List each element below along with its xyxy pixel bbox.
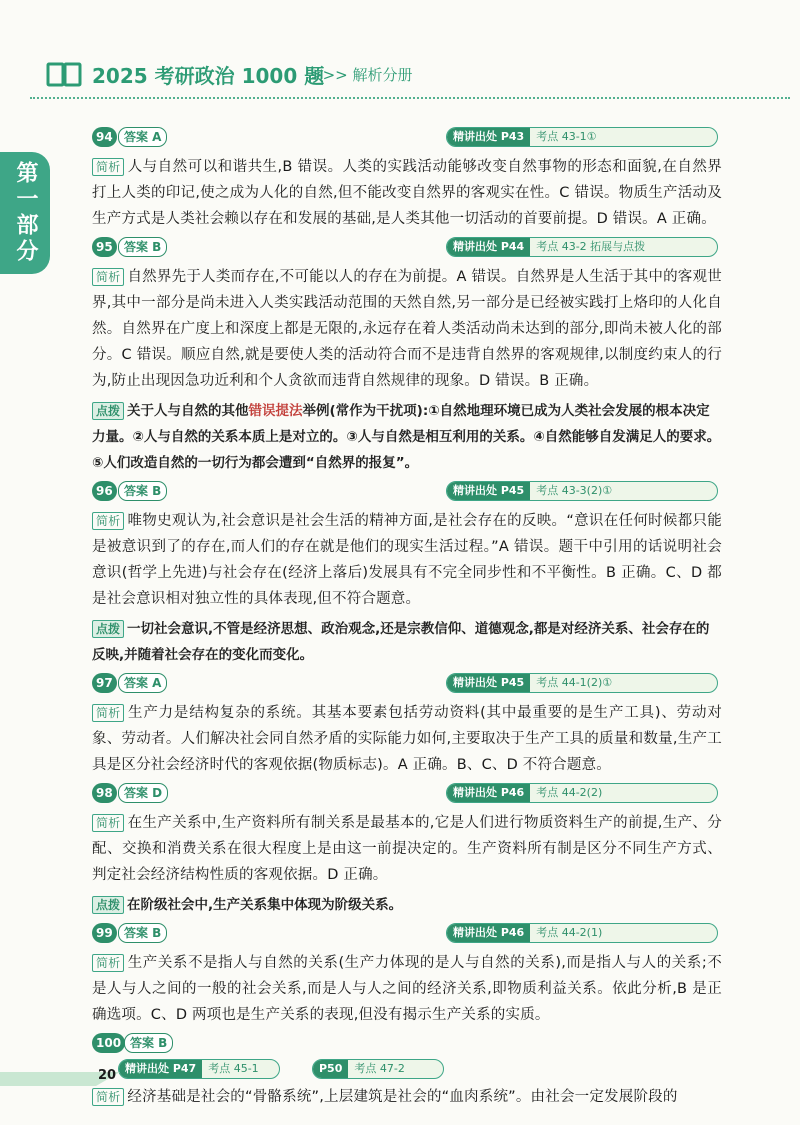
source-reference (446, 237, 718, 257)
analysis-tag: 简析 (92, 158, 124, 176)
question-number: 95 (92, 237, 117, 257)
tip-tag: 点拨 (92, 402, 124, 420)
question-header (92, 1032, 722, 1056)
side-section-tab (0, 152, 50, 274)
source-knowledge-point: 考点 44-2(1) (536, 926, 603, 939)
answer-badge: 答案 B (118, 923, 167, 943)
tip-text-pre: 关于人与自然的其他 (127, 403, 249, 419)
tip-paragraph (92, 616, 722, 668)
answer-badge: 答案 A (118, 127, 167, 147)
analysis-tag: 简析 (92, 704, 124, 722)
header-subtitle: >>> 解析分册 (310, 66, 413, 84)
analysis-paragraph (92, 950, 722, 1028)
question-header (92, 922, 722, 946)
tip-text: 在阶级社会中,生产关系集中体现为阶级关系。 (127, 897, 403, 913)
analysis-text: 人与自然可以和谐共生,B 错误。人类的实践活动能够改变自然事物的形态和面貌,在自然界打上人类的印记,使之成为人化的自然,但不能改变自然界的客观实在性。C 错误。物质生产活动及生产方式是人类社会赖以存在和发展的基础,是人类其他一切活动的首要前提。D 错误。A 正确。 (92, 159, 722, 227)
source-knowledge-point: 考点 47-2 (354, 1062, 405, 1075)
question-number: 100 (92, 1033, 125, 1053)
source-knowledge-point: 考点 43-1① (536, 130, 597, 143)
source-tag: 精讲出处 P46 (447, 924, 530, 942)
page-header (30, 52, 790, 92)
analysis-tag: 简析 (92, 268, 124, 286)
analysis-paragraph (92, 700, 722, 778)
source-reference (446, 127, 718, 147)
answer-badge: 答案 A (118, 673, 167, 693)
source-reference (446, 673, 718, 693)
analysis-tag: 简析 (92, 1088, 124, 1106)
question-number: 99 (92, 923, 117, 943)
page-number: 20 (98, 1068, 117, 1083)
page-footer (0, 1064, 800, 1092)
side-tab-label: 第一部分 (13, 161, 38, 265)
source-knowledge-point: 考点 43-2 拓展与点拨 (536, 240, 646, 253)
tip-paragraph (92, 398, 722, 476)
source-tag: 精讲出处 P46 (447, 784, 530, 802)
tip-tag: 点拨 (92, 896, 124, 914)
source-knowledge-point: 考点 43-3(2)① (536, 484, 613, 497)
answer-badge: 答案 B (118, 481, 167, 501)
analysis-paragraph (92, 508, 722, 612)
question-header (92, 782, 722, 806)
source-reference (446, 923, 718, 943)
source-tag: 精讲出处 P47 (119, 1060, 202, 1078)
question-number: 97 (92, 673, 117, 693)
source-tag: 精讲出处 P45 (447, 674, 530, 692)
tip-text: 一切社会意识,不管是经济思想、政治观念,还是宗教信仰、道德观念,都是对经济关系、社会存在的反映,并随着社会存在的变化而变化。 (92, 621, 710, 663)
analysis-paragraph (92, 264, 722, 394)
analysis-tag: 简析 (92, 954, 124, 972)
answer-badge: 答案 B (118, 237, 167, 257)
source-tag: 精讲出处 P43 (447, 128, 530, 146)
analysis-text: 生产力是结构复杂的系统。其基本要素包括劳动资料(其中最重要的是生产工具)、劳动对象、劳动者。人们解决社会同自然矛盾的实际能力如何,主要取决于生产工具的质量和数量,生产工具是区分社会经济时代的客观依据(物质标志)。A 正确。B、C、D 不符合题意。 (92, 705, 722, 773)
analysis-text: 自然界先于人类而存在,不可能以人的存在为前提。A 错误。自然界是人生活于其中的客观世界,其中一部分是尚未进入人类实践活动范围的天然自然,另一部分是已经被实践打上烙印的人化自然。自然界在广度上和深度上都是无限的,永远存在着人类活动尚未达到的部分,即尚未被人化的部分。C 错误。顺应自然,就是要使人类的活动符合而不是违背自然界的客观规律,以制度约束人的行为,防止出现因急功近利和个人贪欲而违背自然规律的现象。D 错误。B 正确。 (92, 269, 722, 389)
tip-paragraph (92, 892, 722, 918)
answer-content (92, 122, 722, 1114)
analysis-text: 在生产关系中,生产资料所有制关系是最基本的,它是人们进行物质资料生产的前提,生产、分配、交换和消费关系在很大程度上是由这一前提决定的。生产资料所有制是区分不同生产方式、判定社会经济结构性质的客观依据。D 正确。 (92, 815, 722, 883)
analysis-paragraph (92, 810, 722, 888)
question-header (92, 672, 722, 696)
tip-tag: 点拨 (92, 620, 124, 638)
analysis-tag: 简析 (92, 814, 124, 832)
source-reference (446, 783, 718, 803)
analysis-text: 生产关系不是指人与自然的关系(生产力体现的是人与自然的关系),而是指人与人的关系;不是人与人之间的一般的社会关系,而是人与人之间的经济关系,即物质利益关系。依此分析,B 是正确选项。C、D 两项也是生产关系的表现,但没有揭示生产关系的实质。 (92, 955, 722, 1023)
analysis-text: 唯物史观认为,社会意识是社会生活的精神方面,是社会存在的反映。“意识在任何时候都只能是被意识到了的存在,而人们的存在就是他们的现实生活过程。”A 错误。题干中引用的话说明社会意识(哲学上先进)与社会存在(经济上落后)发展具有不完全同步性和不平衡性。B 正确。C、D 都是社会意识相对独立性的具体表现,但不符合题意。 (92, 513, 722, 607)
question-header (92, 236, 722, 260)
answer-badge: 答案 B (124, 1033, 173, 1053)
question-header (92, 126, 722, 150)
source-knowledge-point: 考点 45-1 (208, 1062, 259, 1075)
analysis-tag: 简析 (92, 512, 124, 530)
source-tag: 精讲出处 P45 (447, 482, 530, 500)
question-number: 96 (92, 481, 117, 501)
analysis-text: 经济基础是社会的“骨骼系统”,上层建筑是社会的“血肉系统”。由社会一定发展阶段的 (127, 1089, 678, 1105)
header-title: 2025 考研政治 1000 题 (92, 64, 325, 88)
question-header (92, 480, 722, 504)
question-number: 98 (92, 783, 117, 803)
source-tag: P50 (313, 1060, 348, 1078)
question-number: 94 (92, 127, 117, 147)
header-divider (30, 97, 790, 99)
answer-badge: 答案 D (118, 783, 168, 803)
source-knowledge-point: 考点 44-2(2) (536, 786, 603, 799)
book-icon (46, 62, 82, 88)
source-reference (446, 481, 718, 501)
source-tag: 精讲出处 P44 (447, 238, 530, 256)
analysis-paragraph (92, 154, 722, 232)
tip-text-post: 举例(常作为干扰项):①自然地理环境已成为人类社会发展的根本决定力量。②人与自然的关系本质上是对立的。③人与自然是相互利用的关系。④自然能够自发满足人的要求。⑤人们改造自然的一切行为都会遭到“自然界的报复”。 (92, 403, 721, 471)
tip-highlight: 错误提法 (248, 403, 303, 419)
source-knowledge-point: 考点 44-1(2)① (536, 676, 613, 689)
